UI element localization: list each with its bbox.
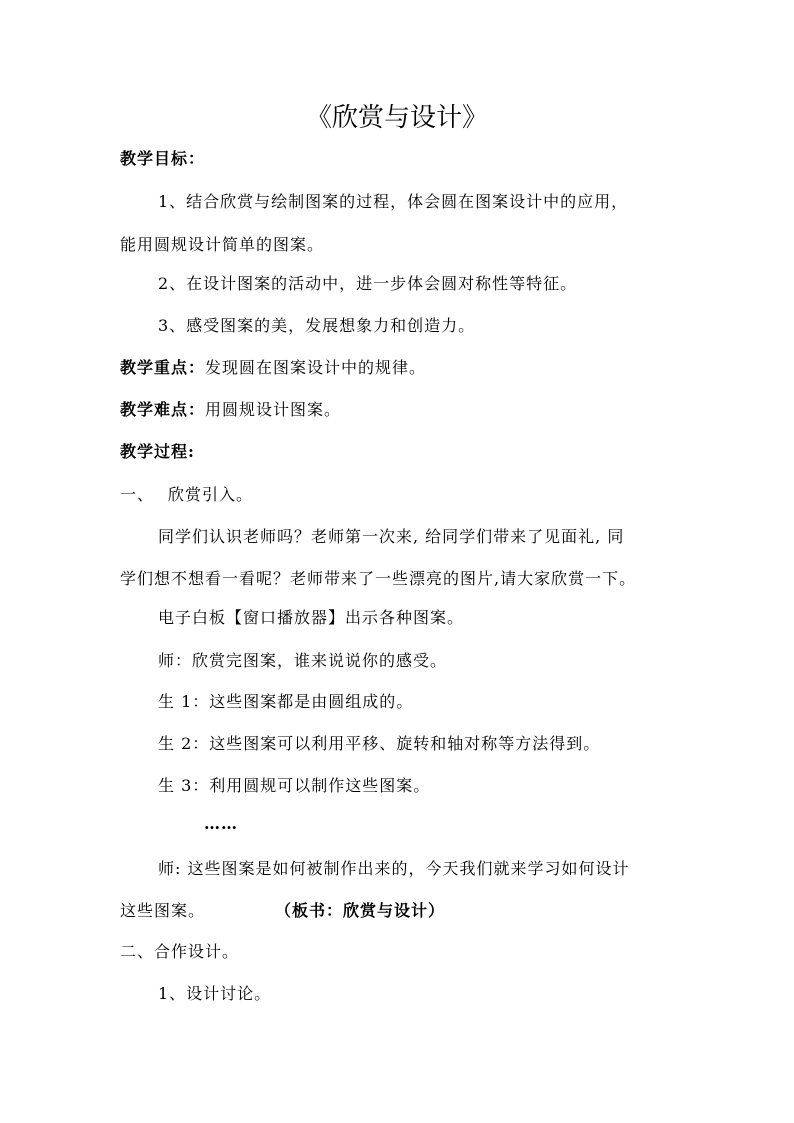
paragraph-5: 生 2：这些图案可以利用平移、旋转和轴对称等方法得到。 <box>158 734 601 753</box>
paragraph-1-line-2: 学们想不想看一看呢？老师带来了一些漂亮的图片,请大家欣赏一下。 <box>120 569 637 588</box>
section-1-title: 欣赏引入。 <box>168 485 254 504</box>
board-note: （板书：欣赏与设计） <box>275 901 446 920</box>
ellipsis: …… <box>204 814 238 833</box>
paragraph-6: 生 3：利用圆规可以制作这些图案。 <box>158 776 431 795</box>
paragraph-3: 师：欣赏完图案，谁来说说你的感受。 <box>158 651 448 670</box>
section-1-number: 一、 <box>120 485 155 504</box>
goals-heading: 教学目标： <box>120 149 206 168</box>
process-heading: 教学过程: <box>120 442 195 461</box>
difficult-point <box>120 398 341 422</box>
paragraph-1-line-1: 同学们认识老师吗？老师第一次来, 给同学们带来了见面礼, 同 <box>158 527 625 546</box>
paragraph-7-line-1: 师: 这些图案是如何被制作出来的，今天我们就来学习如何设计 <box>158 859 630 878</box>
goal-2: 2、在设计图案的活动中，进一步体会圆对称性等特征。 <box>158 274 578 293</box>
paragraph-2: 电子白板【窗口播放器】出示各种图案。 <box>158 608 465 627</box>
paragraph-7-text: 这些图案。 <box>120 901 206 920</box>
goal-1-line-1: 1、结合欣赏与绘制图案的过程，体会圆在图案设计中的应用， <box>158 192 629 211</box>
key-point-label: 教学重点： <box>120 358 206 377</box>
key-point <box>120 356 426 380</box>
document-title: 《欣赏与设计》 <box>305 103 488 133</box>
section-1-heading <box>120 483 253 507</box>
section-2-heading: 二、合作设计。 <box>120 942 240 961</box>
goal-1-line-2: 能用圆规设计简单的图案。 <box>120 235 325 254</box>
key-point-text: 发现圆在图案设计中的规律。 <box>205 358 427 377</box>
difficult-point-label: 教学难点： <box>120 400 206 419</box>
goal-3: 3、感受图案的美，发展想象力和创造力。 <box>158 316 476 335</box>
subsection-1: 1、设计讨论。 <box>158 984 272 1003</box>
difficult-point-text: 用圆规设计图案。 <box>205 400 342 419</box>
paragraph-4: 生 1：这些图案都是由圆组成的。 <box>158 692 414 711</box>
paragraph-7-line-2 <box>120 899 445 923</box>
